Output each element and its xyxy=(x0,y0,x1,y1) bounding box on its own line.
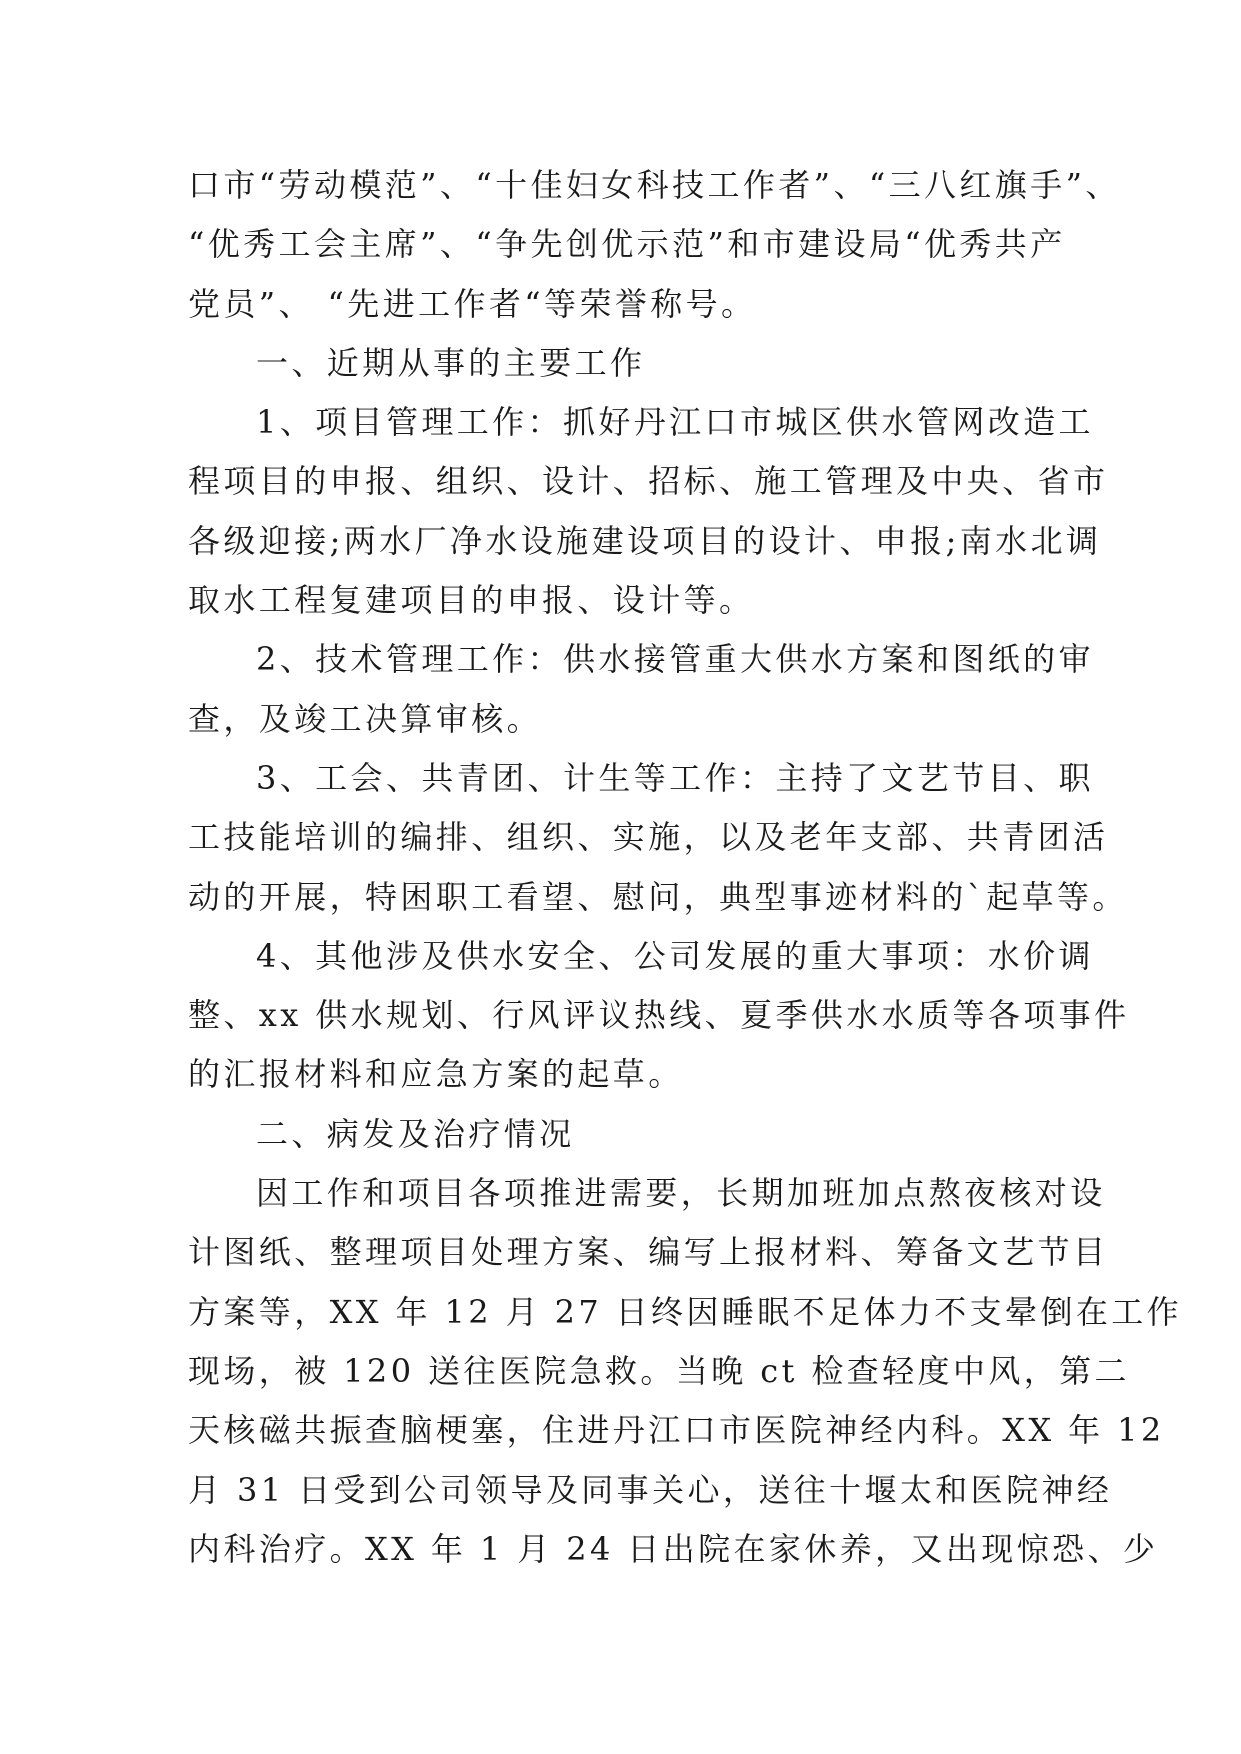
text-line: 方案等，XX 年 12 月 27 日终因睡眠不足体力不支晕倒在工作 xyxy=(188,1292,1183,1331)
document-body xyxy=(188,156,1183,1579)
text-line: 天核磁共振查脑梗塞，住进丹江口市医院神经内科。XX 年 12 xyxy=(188,1411,1165,1450)
text-line: 现场，被 120 送往医院急救。当晚 ct 检查轻度中风，第二 xyxy=(188,1351,1130,1390)
text-line: 2、技术管理工作：供水接管重大供水方案和图纸的审 xyxy=(256,640,1094,679)
text-line: 内科治疗。XX 年 1 月 24 日出院在家休养，又出现惊恐、少 xyxy=(188,1529,1159,1568)
text-line: 程项目的申报、组织、设计、招标、施工管理及中央、省市 xyxy=(188,462,1109,501)
text-line: 工技能培训的编排、组织、实施，以及老年支部、共青团活 xyxy=(188,818,1109,857)
text-line: 查，及竣工决算审核。 xyxy=(188,699,543,738)
text-line: 党员”、 “先进工作者“等荣誉称号。 xyxy=(188,284,757,323)
section-heading: 二、病发及治疗情况 xyxy=(256,1114,575,1153)
text-line: 动的开展，特困职工看望、慰问，典型事迹材料的`起草等。 xyxy=(188,877,1128,916)
section-heading: 一、近期从事的主要工作 xyxy=(256,343,646,382)
text-line: 取水工程复建项目的申报、设计等。 xyxy=(188,581,755,620)
text-line: 计图纸、整理项目处理方案、编写上报材料、筹备文艺节目 xyxy=(188,1233,1109,1272)
text-line: “优秀工会主席”、“争先创优示范”和市建设局“优秀共产 xyxy=(188,225,1066,264)
text-line: 的汇报材料和应急方案的起草。 xyxy=(188,1055,684,1094)
text-line: 因工作和项目各项推进需要，长期加班加点熬夜核对设 xyxy=(256,1174,1106,1213)
text-line: 3、工会、共青团、计生等工作：主持了文艺节目、职 xyxy=(256,758,1094,797)
text-line: 月 31 日受到公司领导及同事关心，送往十堰太和医院神经 xyxy=(188,1470,1113,1509)
text-line: 整、xx 供水规划、行风评议热线、夏季供水水质等各项事件 xyxy=(188,996,1130,1035)
text-line: 1、项目管理工作：抓好丹江口市城区供水管网改造工 xyxy=(256,403,1094,442)
text-line: 各级迎接;两水厂净水设施建设项目的设计、申报;南水北调 xyxy=(188,521,1102,560)
text-line: 4、其他涉及供水安全、公司发展的重大事项：水价调 xyxy=(256,936,1094,975)
text-line: 口市“劳动模范”、“十佳妇女科技工作者”、“三八红旗手”、 xyxy=(188,166,1121,204)
